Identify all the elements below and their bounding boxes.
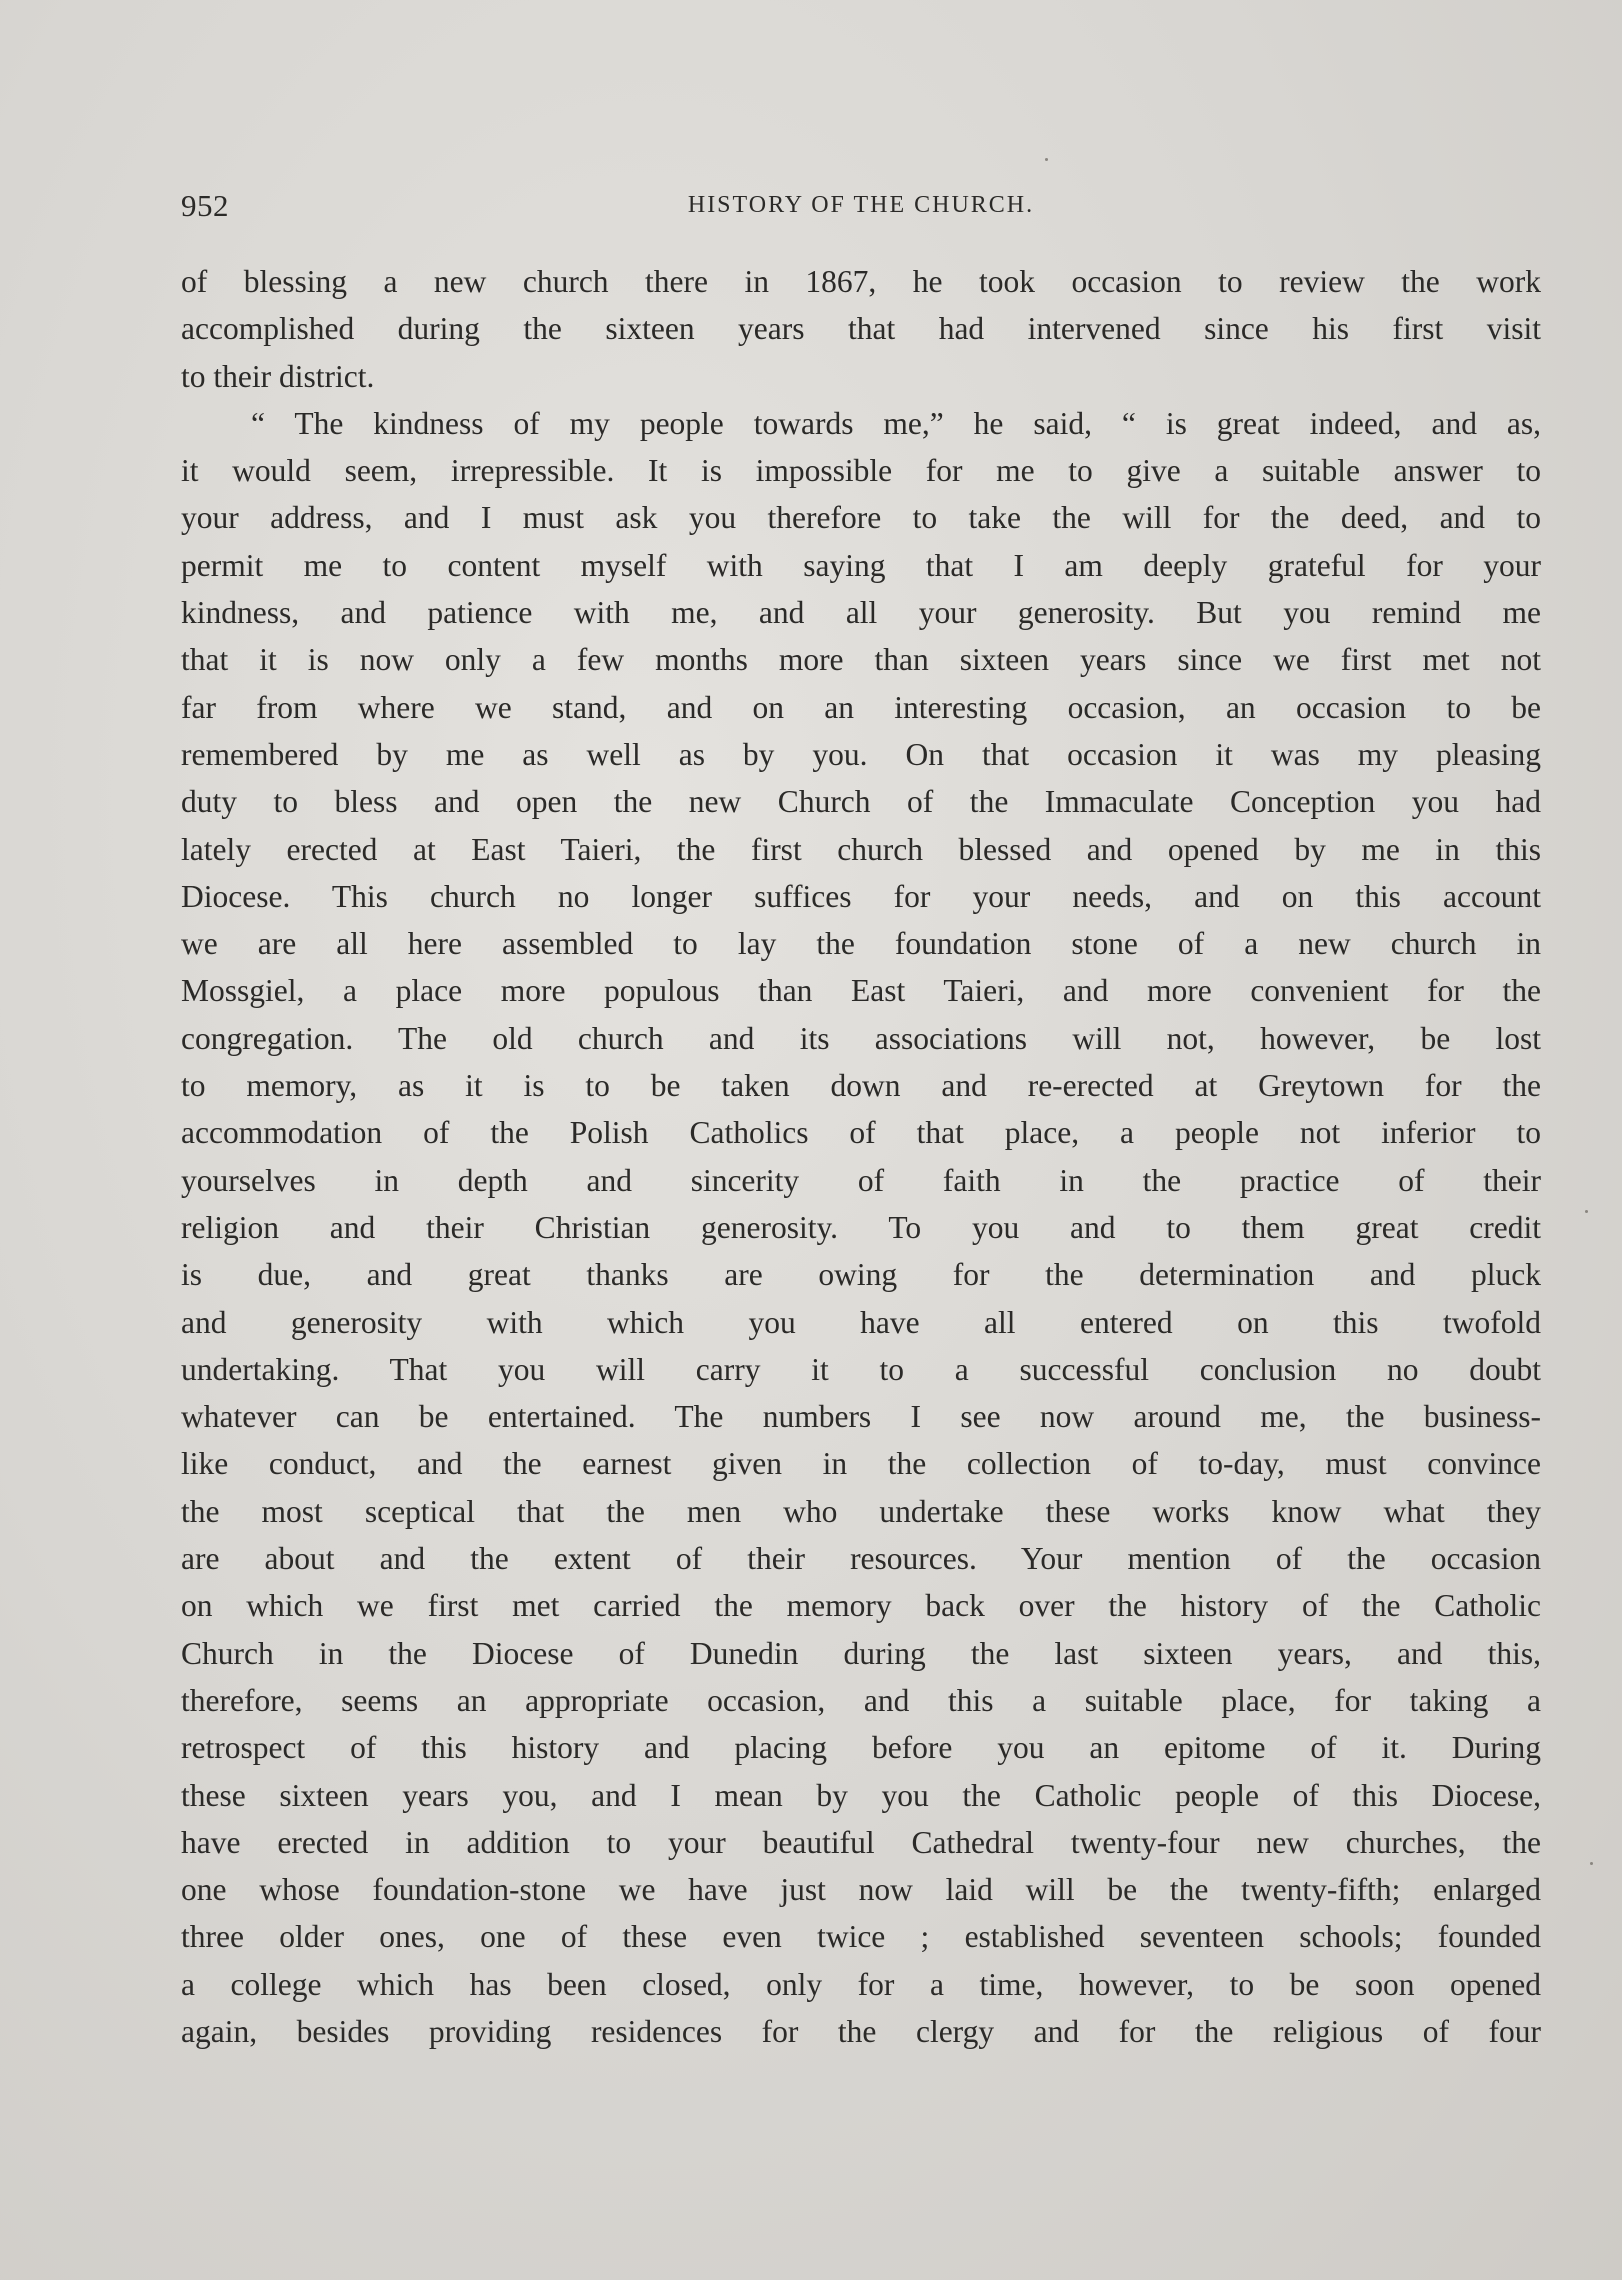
text-line: congregation. The old church and its associations will not, however, be lost [181,1020,1541,1056]
text-line: one whose foundation-stone we have just now laid will be the twenty-fifth; enlarged [181,1872,1541,1908]
text-line: undertaking. That you will carry it to a successful conclusion no doubt [181,1351,1541,1387]
text-line: kindness, and patience with me, and all your generosity. But you remind me [181,595,1541,631]
text-line: to memory, as it is to be taken down and re-erected at Greytown for the [181,1068,1541,1104]
text-line: are about and the extent of their resources. Your mention of the occasion [181,1541,1541,1577]
paper-speck [1585,1210,1588,1213]
text-line: and generosity with which you have all entered on this twofold [181,1304,1541,1340]
text-line: Mossgiel, a place more populous than East Taieri, and more convenient for the [181,973,1541,1009]
text-line: the most sceptical that the men who undertake these works know what they [181,1493,1541,1529]
paper-speck [1045,158,1048,161]
paper-speck [1590,1862,1593,1865]
text-line: a college which has been closed, only for a time, however, to be soon opened [181,1966,1541,2002]
text-line: on which we first met carried the memory back over the history of the Catholic [181,1588,1541,1624]
body-text [181,258,1541,2055]
text-line: accommodation of the Polish Catholics of that place, a people not inferior to [181,1115,1541,1151]
text-line: therefore, seems an appropriate occasion, and this a suitable place, for taking a [181,1682,1541,1718]
text-line: lately erected at East Taieri, the first church blessed and opened by me in this [181,831,1541,867]
text-line: yourselves in depth and sincerity of faith in the practice of their [181,1162,1541,1198]
text-line: to their district. [181,358,375,394]
text-line: of blessing a new church there in 1867, he took occasion to review the work [181,264,1541,299]
text-line: we are all here assembled to lay the foundation stone of a new church in [181,926,1541,962]
text-line: three older ones, one of these even twice ; established seventeen schools; founded [181,1919,1541,1955]
page-number: 952 [181,188,229,223]
text-line: retrospect of this history and placing before you an epitome of it. During [181,1730,1541,1766]
text-line: Diocese. This church no longer suffices for your needs, and on this account [181,878,1541,914]
page-header [181,188,1541,228]
text-line: your address, and I must ask you therefore to take the will for the deed, and to [181,500,1541,536]
text-line: like conduct, and the earnest given in the collection of to-day, must convince [181,1446,1541,1482]
text-line: religion and their Christian generosity. To you and to them great credit [181,1209,1541,1245]
text-line: it would seem, irrepressible. It is impossible for me to give a suitable answer to [181,453,1541,489]
text-line: duty to bless and open the new Church of the Immaculate Conception you had [181,784,1541,820]
text-line: have erected in addition to your beautiful Cathedral twenty-four new churches, the [181,1824,1541,1860]
text-line: accomplished during the sixteen years that had intervened since his first visit [181,311,1541,347]
text-line: permit me to content myself with saying that I am deeply grateful for your [181,547,1541,583]
text-line: these sixteen years you, and I mean by you the Catholic people of this Diocese, [181,1777,1541,1813]
text-line: Church in the Diocese of Dunedin during the last sixteen years, and this, [181,1635,1541,1671]
text-line: far from where we stand, and on an interesting occasion, an occasion to be [181,689,1541,725]
text-line: whatever can be entertained. The numbers I see now around me, the business- [181,1399,1541,1435]
text-line: is due, and great thanks are owing for the determination and pluck [181,1257,1541,1293]
text-line: remembered by me as well as by you. On that occasion it was my pleasing [181,736,1541,772]
text-line: that it is now only a few months more than sixteen years since we first met not [181,642,1541,678]
text-line: “ The kindness of my people towards me,” he said, “ is great indeed, and as, [251,405,1541,441]
text-line: again, besides providing residences for the clergy and for the religious of four [181,2013,1541,2049]
running-title: HISTORY OF THE CHURCH. [687,192,1035,218]
